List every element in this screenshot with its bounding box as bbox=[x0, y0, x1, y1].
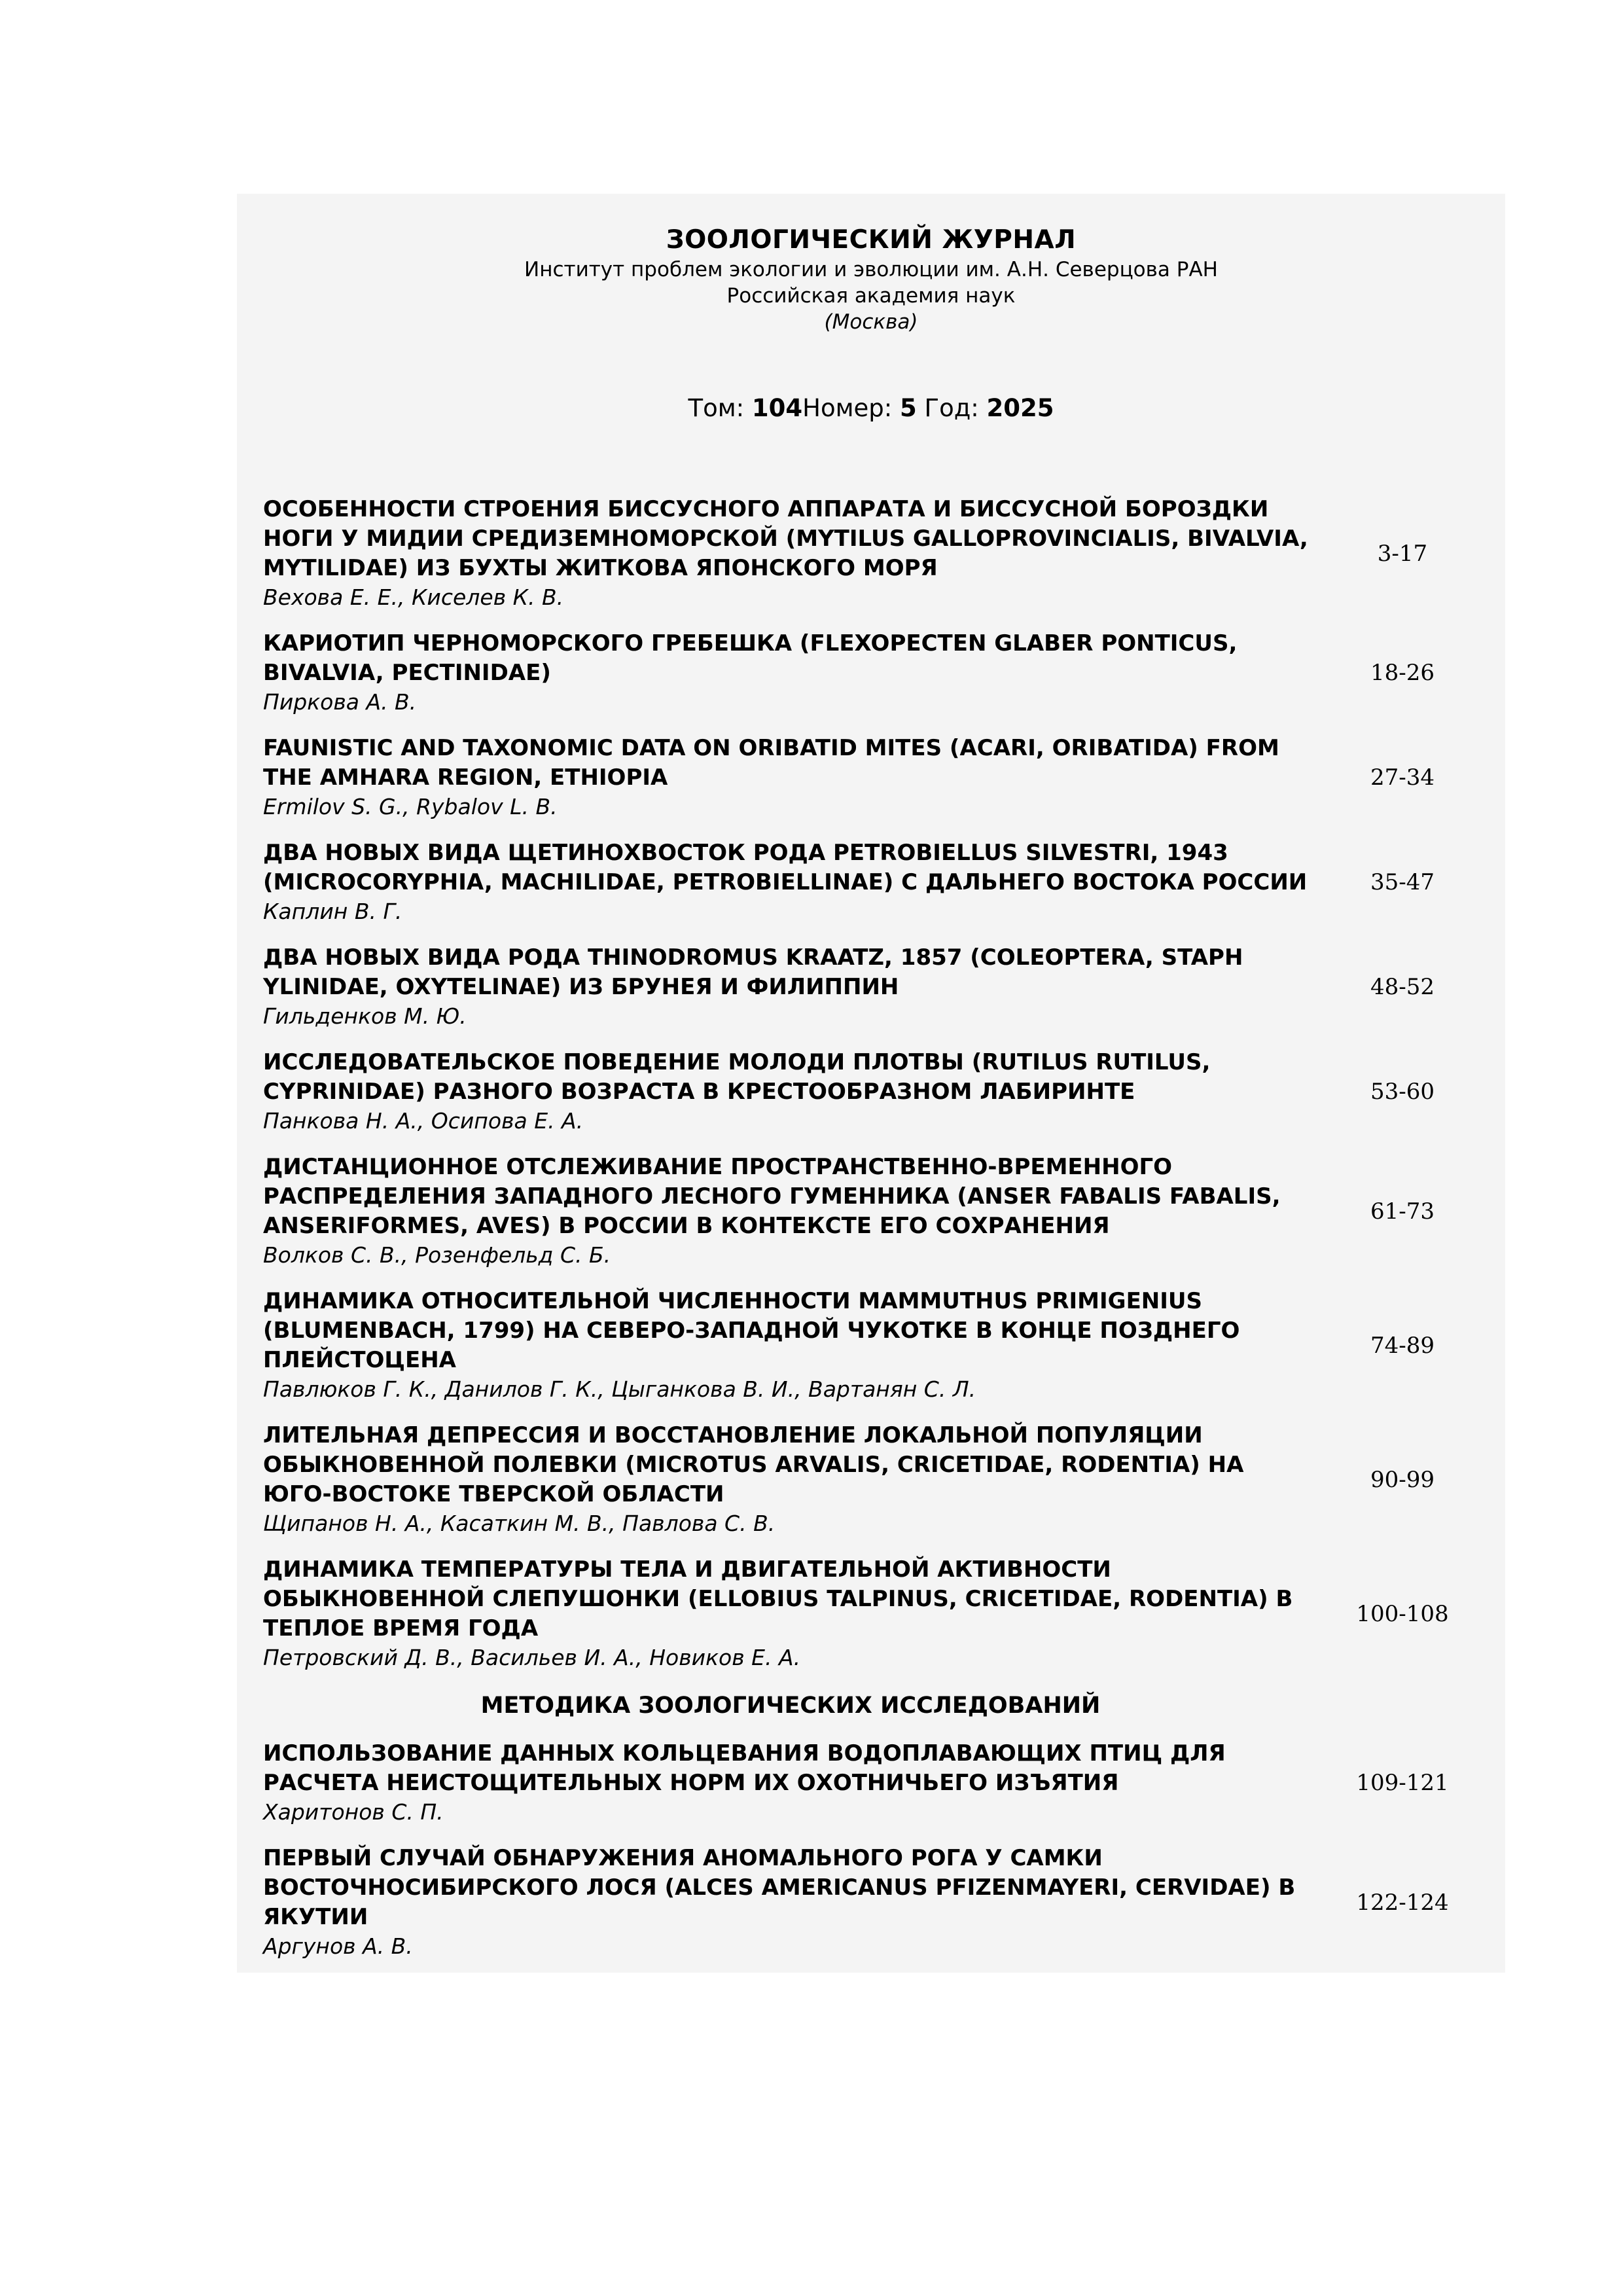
article-title-line[interactable]: THE AMHARA REGION, ETHIOPIA bbox=[263, 764, 668, 791]
academy-name: Российская академия наук bbox=[726, 284, 1016, 308]
issue-year: 2025 bbox=[986, 394, 1054, 422]
article-title-line[interactable]: BIVALVIA, PECTINIDAE) bbox=[263, 660, 551, 686]
article-authors: Павлюков Г. К., Данилов Г. К., Цыганкова В. И., Вартанян С. Л. bbox=[263, 1376, 976, 1402]
article-authors: Волков С. В., Розенфельд С. Б. bbox=[263, 1242, 611, 1268]
article-authors: Харитонов С. П. bbox=[263, 1799, 444, 1825]
article-title-line[interactable]: ДИСТАНЦИОННОЕ ОТСЛЕЖИВАНИЕ ПРОСТРАНСТВЕННО-ВРЕМЕННОГО bbox=[263, 1154, 1173, 1180]
article-title-line[interactable]: ИССЛЕДОВАТЕЛЬСКОЕ ПОВЕДЕНИЕ МОЛОДИ ПЛОТВЫ (RUTILUS RUTILUS, bbox=[263, 1049, 1211, 1075]
article-pages: 48-52 bbox=[1370, 974, 1435, 1000]
entry-text bbox=[263, 838, 1318, 926]
article-authors: Пиркова А. В. bbox=[263, 689, 417, 715]
article-authors: Щипанов Н. А., Касаткин М. В., Павлова С. В. bbox=[263, 1511, 776, 1536]
table-of-contents bbox=[263, 495, 1487, 1978]
toc-entry bbox=[263, 1153, 1487, 1270]
article-title-line[interactable]: РАСПРЕДЕЛЕНИЯ ЗАПАДНОГО ЛЕСНОГО ГУМЕННИКА (ANSER FABALIS FABALIS, bbox=[263, 1183, 1281, 1210]
article-title-line[interactable]: ВОСТОЧНОСИБИРСКОГО ЛОСЯ (ALCES AMERICANUS PFIZENMAYERI, CERVIDAE) В bbox=[263, 1874, 1296, 1901]
article-title-line[interactable]: (BLUMENBACH, 1799) НА СЕВЕРО-ЗАПАДНОЙ ЧУКОТКЕ В КОНЦЕ ПОЗДНЕГО bbox=[263, 1318, 1240, 1344]
toc-entry bbox=[263, 1421, 1487, 1538]
entry-text bbox=[263, 1287, 1318, 1404]
article-title-line[interactable]: ИСПОЛЬЗОВАНИЕ ДАННЫХ КОЛЬЦЕВАНИЯ ВОДОПЛАВАЮЩИХ ПТИЦ ДЛЯ bbox=[263, 1740, 1226, 1767]
toc-entry bbox=[263, 1844, 1487, 1961]
entry-text bbox=[263, 629, 1318, 717]
article-pages: 35-47 bbox=[1370, 869, 1435, 895]
article-title-line[interactable]: ДВА НОВЫХ ВИДА РОДА THINODROMUS KRAATZ, 1857 (COLEOPTERA, STAPH bbox=[263, 944, 1243, 971]
toc-entry bbox=[263, 1555, 1487, 1672]
article-title-line[interactable]: ДИНАМИКА ТЕМПЕРАТУРЫ ТЕЛА И ДВИГАТЕЛЬНОЙ АКТИВНОСТИ bbox=[263, 1556, 1111, 1583]
number-label: Номер: bbox=[802, 394, 893, 422]
article-title-line[interactable]: КАРИОТИП ЧЕРНОМОРСКОГО ГРЕБЕШКА (FLEXOPECTEN GLABER PONTICUS, bbox=[263, 630, 1238, 656]
article-authors: Гильденков М. Ю. bbox=[263, 1003, 467, 1029]
article-authors: Ermilov S. G., Rybalov L. B. bbox=[263, 794, 558, 819]
toc-entry bbox=[263, 495, 1487, 612]
entry-text bbox=[263, 943, 1318, 1031]
article-title-line[interactable]: ТЕПЛОЕ ВРЕМЯ ГОДА bbox=[263, 1615, 539, 1641]
article-title-line[interactable]: ДВА НОВЫХ ВИДА ЩЕТИНОХВОСТОК РОДА PETROBIELLUS SILVESTRI, 1943 bbox=[263, 840, 1228, 866]
article-title-line[interactable]: YLINIDAE, OXYTELINAE) ИЗ БРУНЕЯ И ФИЛИППИН bbox=[263, 974, 899, 1000]
toc-entry bbox=[263, 629, 1487, 717]
entry-text bbox=[263, 1739, 1318, 1827]
entry-text bbox=[263, 734, 1318, 821]
toc-entry bbox=[263, 1287, 1487, 1404]
article-title-line[interactable]: (MICROCORYPHIA, MACHILIDAE, PETROBIELLINAE) С ДАЛЬНЕГО ВОСТОКА РОССИИ bbox=[263, 869, 1308, 895]
article-title-line[interactable]: ЮГО-ВОСТОКЕ ТВЕРСКОЙ ОБЛАСТИ bbox=[263, 1481, 724, 1507]
article-title-line[interactable]: FAUNISTIC AND TAXONOMIC DATA ON ORIBATID MITES (ACARI, ORIBATIDA) FROM bbox=[263, 735, 1279, 761]
entry-text bbox=[263, 495, 1318, 612]
toc-panel bbox=[237, 194, 1505, 1973]
article-pages: 109-121 bbox=[1356, 1770, 1449, 1796]
article-authors: Аргунов А. В. bbox=[263, 1933, 413, 1959]
article-pages: 122-124 bbox=[1356, 1889, 1449, 1916]
issue-number: 5 bbox=[899, 394, 917, 422]
toc-entry bbox=[263, 943, 1487, 1031]
article-title-line[interactable]: ОБЫКНОВЕННОЙ СЛЕПУШОНКИ (ELLOBIUS TALPINUS, CRICETIDAE, RODENTIA) В bbox=[263, 1586, 1293, 1612]
entry-text bbox=[263, 1048, 1318, 1136]
article-pages: 18-26 bbox=[1370, 660, 1435, 686]
journal-title: ЗООЛОГИЧЕСКИЙ ЖУРНАЛ bbox=[666, 225, 1077, 255]
article-title-line[interactable]: РАСЧЕТА НЕИСТОЩИТЕЛЬНЫХ НОРМ ИХ ОХОТНИЧЬЕГО ИЗЪЯТИЯ bbox=[263, 1770, 1119, 1796]
article-title-line[interactable]: ЯКУТИИ bbox=[263, 1904, 368, 1930]
year-label: Год: bbox=[924, 394, 979, 422]
article-pages: 27-34 bbox=[1370, 764, 1435, 791]
article-authors: Вехова Е. Е., Киселев К. В. bbox=[263, 584, 564, 610]
article-title-line[interactable]: ПЕРВЫЙ СЛУЧАЙ ОБНАРУЖЕНИЯ АНОМАЛЬНОГО РОГА У САМКИ bbox=[263, 1845, 1103, 1871]
article-title-line[interactable]: ОБЫКНОВЕННОЙ ПОЛЕВКИ (MICROTUS ARVALIS, CRICETIDAE, RODENTIA) НА bbox=[263, 1452, 1244, 1478]
article-pages: 74-89 bbox=[1370, 1332, 1435, 1359]
city: (Москва) bbox=[824, 310, 918, 334]
toc-entry bbox=[263, 734, 1487, 821]
article-pages: 90-99 bbox=[1370, 1466, 1435, 1493]
toc-entry bbox=[263, 838, 1487, 926]
article-pages: 3-17 bbox=[1377, 540, 1428, 567]
article-title-line[interactable]: ДИНАМИКА ОТНОСИТЕЛЬНОЙ ЧИСЛЕННОСТИ MAMMUTHUS PRIMIGENIUS bbox=[263, 1288, 1202, 1314]
article-pages: 61-73 bbox=[1370, 1198, 1435, 1225]
article-pages: 53-60 bbox=[1370, 1079, 1435, 1105]
article-authors: Петровский Д. В., Васильев И. А., Новиков Е. А. bbox=[263, 1645, 801, 1670]
toc-entry bbox=[263, 1048, 1487, 1136]
section-heading: МЕТОДИКА ЗООЛОГИЧЕСКИХ ИССЛЕДОВАНИЙ bbox=[480, 1693, 1101, 1719]
article-authors: Каплин В. Г. bbox=[263, 899, 402, 924]
volume-label: Том: bbox=[688, 394, 745, 422]
article-title-line[interactable]: ANSERIFORMES, AVES) В РОССИИ В КОНТЕКСТЕ ЕГО СОХРАНЕНИЯ bbox=[263, 1213, 1110, 1239]
article-authors: Панкова Н. А., Осипова Е. А. bbox=[263, 1108, 584, 1134]
toc-entry bbox=[263, 1739, 1487, 1827]
article-title-line[interactable]: НОГИ У МИДИИ СРЕДИЗЕМНОМОРСКОЙ (MYTILUS GALLOPROVINCIALIS, BIVALVIA, bbox=[263, 526, 1308, 552]
entry-text bbox=[263, 1555, 1318, 1672]
institute-name: Институт проблем экологии и эволюции им. А.Н. Северцова РАН bbox=[524, 258, 1218, 281]
article-pages: 100-108 bbox=[1356, 1600, 1449, 1627]
issue-info bbox=[237, 394, 1505, 422]
article-title-line[interactable]: CYPRINIDAE) РАЗНОГО ВОЗРАСТА В КРЕСТООБРАЗНОМ ЛАБИРИНТЕ bbox=[263, 1079, 1135, 1105]
entry-text bbox=[263, 1421, 1318, 1538]
volume-number: 104 bbox=[751, 394, 803, 422]
article-title-line[interactable]: ПЛЕЙСТОЦЕНА bbox=[263, 1347, 456, 1373]
article-title-line[interactable]: ОСОБЕННОСТИ СТРОЕНИЯ БИССУСНОГО АППАРАТА И БИССУСНОЙ БОРОЗДКИ bbox=[263, 496, 1269, 522]
entry-text bbox=[263, 1844, 1318, 1961]
article-title-line[interactable]: ЛИТЕЛЬНАЯ ДЕПРЕССИЯ И ВОССТАНОВЛЕНИЕ ЛОКАЛЬНОЙ ПОПУЛЯЦИИ bbox=[263, 1422, 1203, 1448]
entry-text bbox=[263, 1153, 1318, 1270]
article-title-line[interactable]: MYTILIDAE) ИЗ БУХТЫ ЖИТКОВА ЯПОНСКОГО МОРЯ bbox=[263, 555, 938, 581]
